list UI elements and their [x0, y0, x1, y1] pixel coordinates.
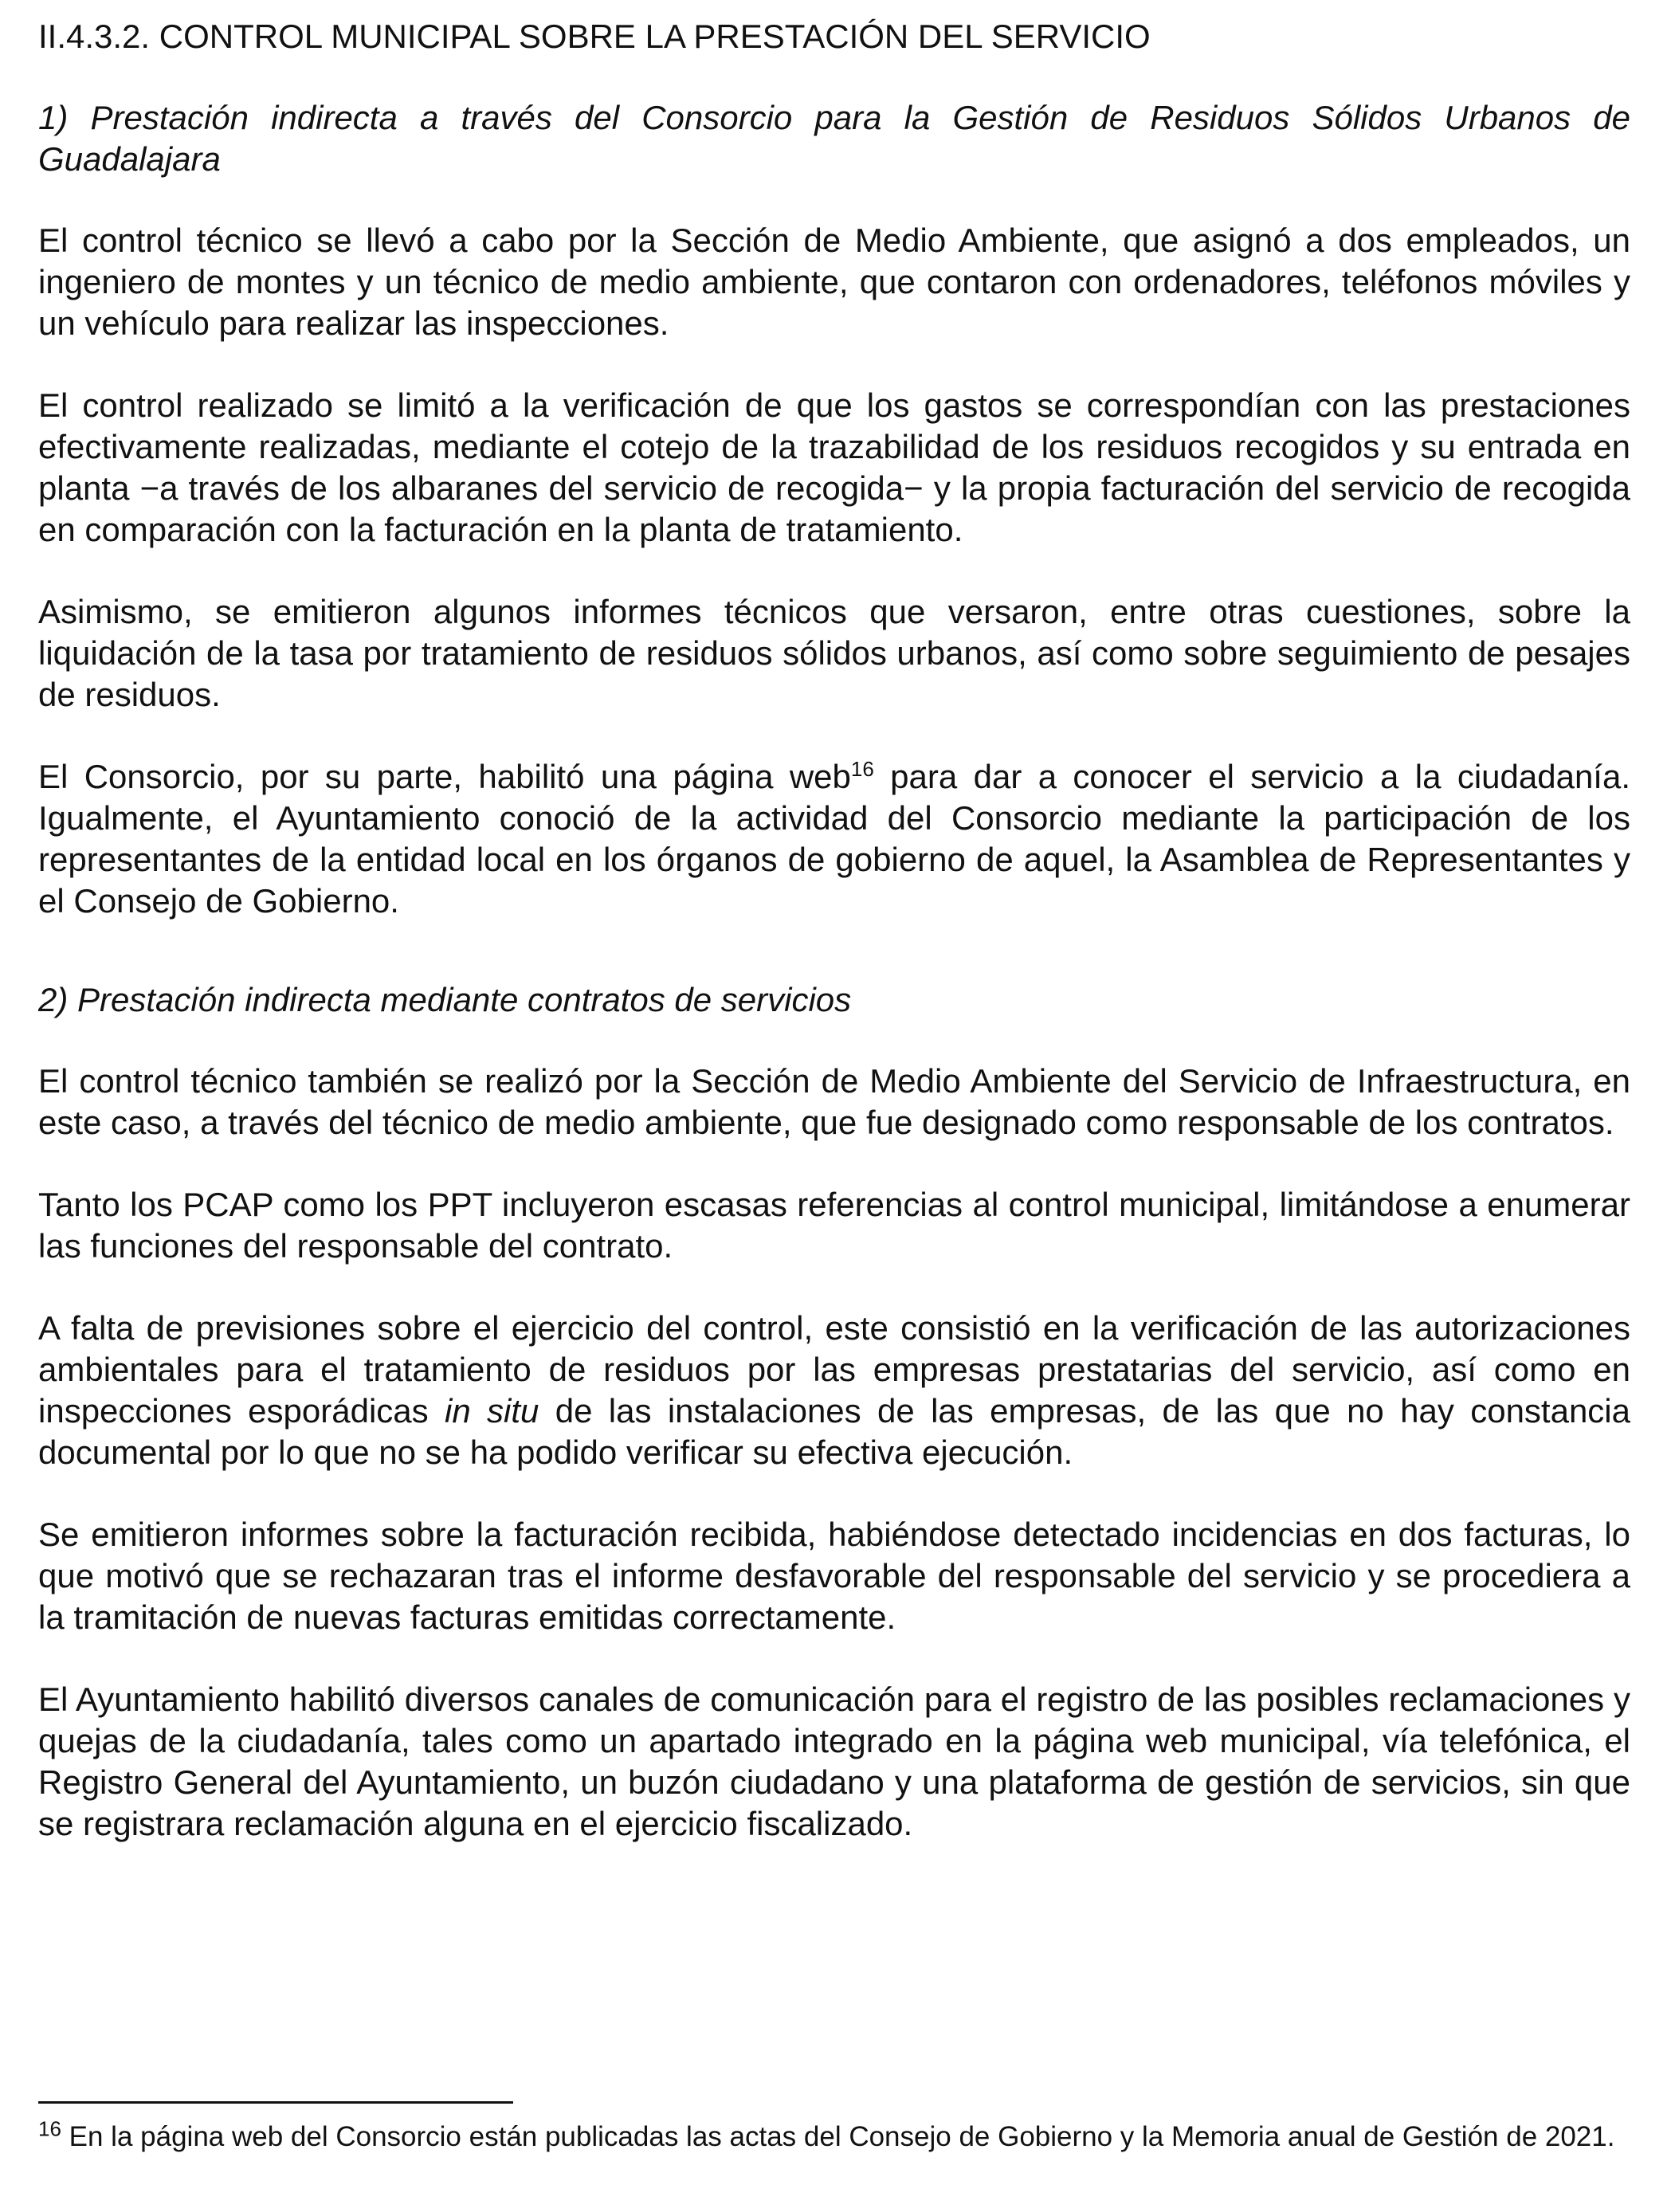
- section-heading: II.4.3.2. CONTROL MUNICIPAL SOBRE LA PRESTACIÓN DEL SERVICIO: [38, 18, 1151, 55]
- footnote-separator: [38, 2101, 513, 2104]
- paragraph-text: para dar a conocer el servicio a la ciudadanía. Igualmente, el Ayuntamiento conoció de la actividad del Consorcio mediante la participación de los representantes de la entidad local en los órganos de gobierno de aquel, la Asamblea de Representantes y el Consejo de Gobierno.: [38, 758, 1631, 920]
- footnote-number: 16: [38, 2116, 61, 2141]
- paragraph-facturacion: Se emitieron informes sobre la facturación recibida, habiéndose detectado incidencias en dos facturas, lo que motivó que se rechazaran tras el informe desfavorable del responsable del servicio y se procediera a la tramitación de nuevas facturas emitidas correctamente.: [38, 1516, 1630, 1636]
- subsection-title-consorcio: 1) Prestación indirecta a través del Consorcio para la Gestión de Residuos Sólidos Urbanos de Guadalajara: [38, 99, 1630, 178]
- footnote-reference[interactable]: 16: [850, 757, 874, 781]
- paragraph-pcap-ppt: Tanto los PCAP como los PPT incluyeron escasas referencias al control municipal, limitándose a enumerar las funciones del responsable del contrato.: [38, 1186, 1630, 1265]
- paragraph-text: A falta de previsiones sobre el ejercicio del control, este consistió en la verificación de las autorizaciones ambientales para el tratamiento de residuos por las empresas prestatarias del servicio, así como en inspecciones esporádicas: [38, 1309, 1630, 1430]
- document-body: [38, 16, 1630, 1885]
- paragraph-text: de las instalaciones de las empresas, de las que no hay constancia documental por lo que no se ha podido verificar su efectiva ejecución.: [38, 1392, 1631, 1471]
- footnote: [38, 2116, 1630, 2155]
- paragraph-falta-previsiones: [38, 1308, 1630, 1473]
- paragraph-informes-tecnicos: Asimismo, se emitieron algunos informes técnicos que versaron, entre otras cuestiones, sobre la liquidación de la tasa por tratamiento de residuos sólidos urbanos, así como sobre seguimiento de pesajes de residuos.: [38, 593, 1630, 713]
- paragraph-canales-comunicacion: El Ayuntamiento habilitó diversos canales de comunicación para el registro de las posibles reclamaciones y quejas de la ciudadanía, tales como un apartado integrado en la página web municipal, vía telefónica, el Registro General del Ayuntamiento, un buzón ciudadano y una plataforma de gestión de servicios, sin que se registrara reclamación alguna en el ejercicio fiscalizado.: [38, 1681, 1630, 1842]
- paragraph-control-tecnico: El control técnico se llevó a cabo por la Sección de Medio Ambiente, que asignó a dos empleados, un ingeniero de montes y un técnico de medio ambiente, que contaron con ordenadores, teléfonos móviles y un vehículo para realizar las inspecciones.: [38, 222, 1630, 342]
- italic-term: in situ: [444, 1392, 539, 1430]
- paragraph-pagina-web-consorcio: [38, 756, 1630, 922]
- paragraph-control-tecnico-contratos: El control técnico también se realizó por la Sección de Medio Ambiente del Servicio de Infraestructura, en este caso, a través del técnico de medio ambiente, que fue designado como responsable de los contratos.: [38, 1062, 1630, 1141]
- paragraph-text: El Consorcio, por su parte, habilitó una página web: [38, 758, 851, 795]
- footnote-text: En la página web del Consorcio están publicadas las actas del Consejo de Gobierno y la Memoria anual de Gestión de 2021.: [61, 2121, 1615, 2152]
- subsection-title-contratos: 2) Prestación indirecta mediante contratos de servicios: [38, 981, 852, 1018]
- paragraph-control-realizado: El control realizado se limitó a la verificación de que los gastos se correspondían con las prestaciones efectivamente realizadas, mediante el cotejo de la trazabilidad de los residuos recogidos y su entrada en planta −a través de los albaranes del servicio de recogida− y la propia facturación del servicio de recogida en comparación con la facturación en la planta de tratamiento.: [38, 386, 1630, 548]
